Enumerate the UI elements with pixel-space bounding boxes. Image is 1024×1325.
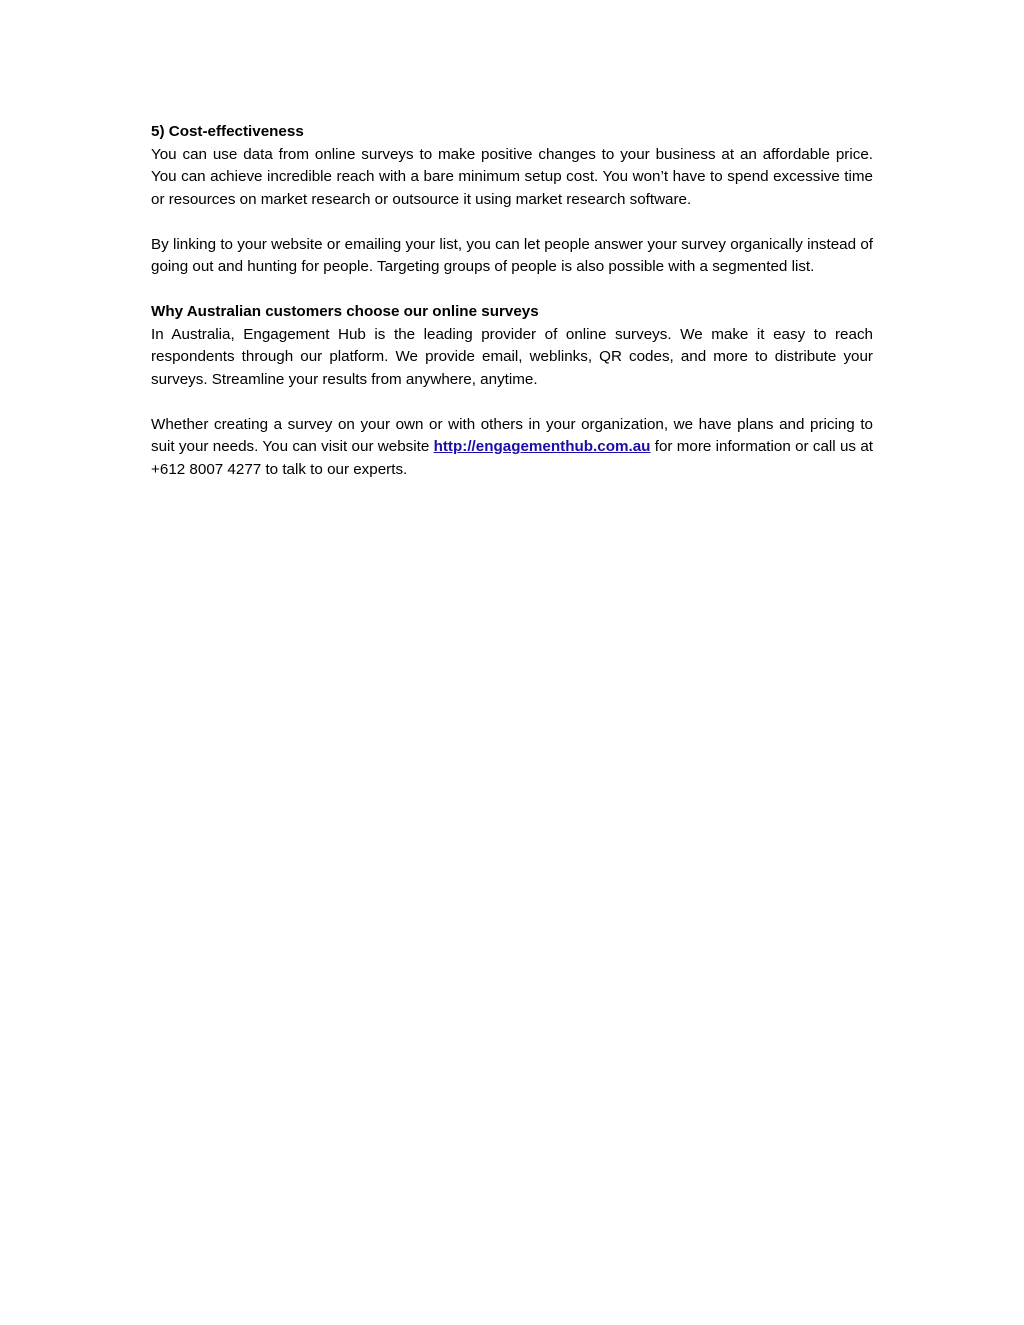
section-linking	[151, 234, 873, 279]
website-link[interactable]: http://engagementhub.com.au	[433, 438, 651, 455]
section-why-australian	[151, 301, 873, 391]
document-body	[151, 121, 873, 504]
section-heading: 5) Cost-effectiveness	[151, 123, 304, 140]
section-cost-effectiveness	[151, 121, 873, 211]
section-contact	[151, 414, 873, 482]
contact-text-after-link: for more information or call us at +612 8007 4277 to talk to our experts.	[151, 438, 873, 478]
contact-text-before-link: Whether creating a survey on your own or with others in your organization, we have plans and pricing to suit your needs. You can visit our website	[151, 415, 873, 455]
contact-paragraph	[151, 414, 873, 482]
section-paragraph: By linking to your website or emailing your list, you can let people answer your survey organically instead of going out and hunting for people. Targeting groups of people is also possible with a segmented list.	[151, 235, 873, 275]
section-paragraph: You can use data from online surveys to make positive changes to your business at an affordable price. You can achieve incredible reach with a bare minimum setup cost. You won’t have to spend excessive time or resources on market research or outsource it using market research software.	[151, 145, 873, 208]
section-heading: Why Australian customers choose our online surveys	[151, 303, 539, 320]
section-paragraph: In Australia, Engagement Hub is the leading provider of online surveys. We make it easy to reach respondents through our platform. We provide email, weblinks, QR codes, and more to distribute your surveys. Streamline your results from anywhere, anytime.	[151, 325, 873, 388]
